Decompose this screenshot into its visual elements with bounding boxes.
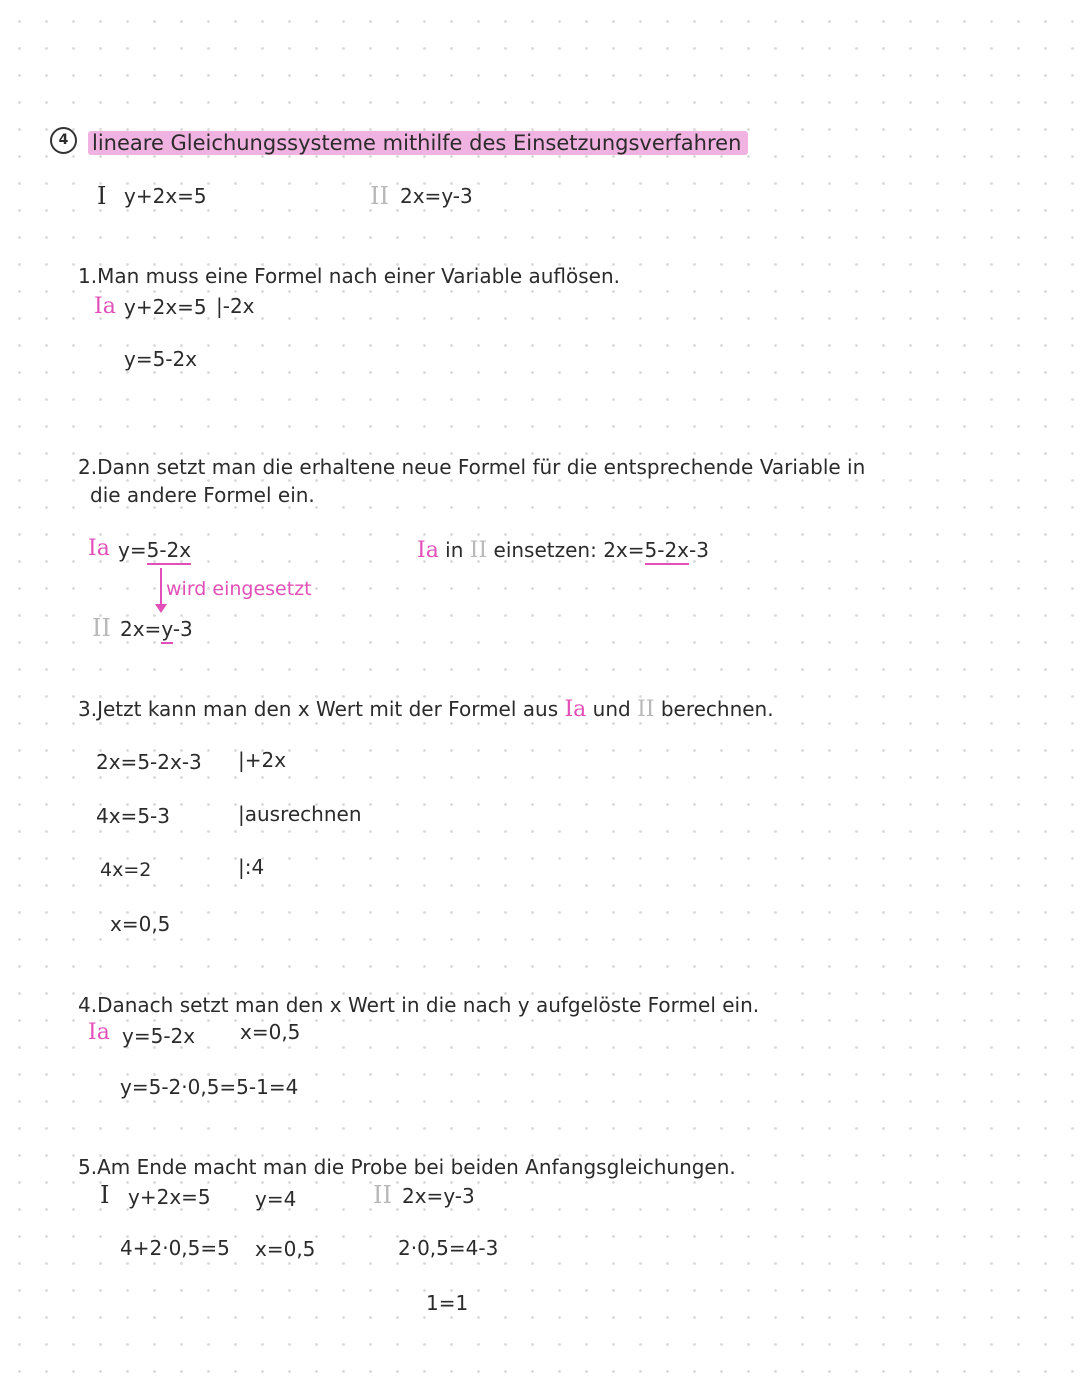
step5-final: 1=1: [426, 1291, 469, 1315]
step2-insert-value: 5-2x: [645, 538, 690, 565]
step1-label: Ia: [94, 294, 116, 319]
step5-check-ii: 2·0,5=4-3: [398, 1236, 499, 1260]
step3-row-2-operation: |ausrechnen: [238, 802, 362, 826]
step5-check-i: 4+2·0,5=5: [120, 1236, 230, 1260]
step5-x-value: x=0,5: [255, 1237, 316, 1261]
step5-label-ii: II: [373, 1181, 392, 1209]
step5-equation-ii: 2x=y-3: [402, 1184, 475, 1208]
step2-insert-label-ii: II: [469, 538, 488, 563]
step2-label-ia: Ia: [88, 536, 110, 561]
step2-equation-ia-prefix: y=: [118, 538, 147, 562]
step3-text: [78, 699, 774, 721]
step3-text-suffix: berechnen.: [660, 697, 774, 721]
step2-equation-ii-suffix: -3: [172, 617, 193, 641]
step2-equation-ii-value: y: [161, 617, 172, 644]
step3-label-ii: II: [637, 697, 655, 722]
step3-label-ia: Ia: [564, 697, 587, 722]
step2-text-line1: 2.Dann setzt man die erhaltene neue Formel für die entsprechende Variable in: [78, 455, 866, 479]
step4-x-value: x=0,5: [240, 1020, 301, 1044]
step2-equation-ii: [120, 619, 193, 639]
step1-operation: |-2x: [216, 294, 255, 318]
step1-result: y=5-2x: [124, 347, 198, 371]
substitution-note: wird eingesetzt: [166, 578, 312, 600]
step3-row-2-equation: 4x=5-3: [96, 804, 170, 828]
step2-insert-suffix: -3: [689, 538, 709, 562]
step3-text-prefix: 3.Jetzt kann man den x Wert mit der Formel aus: [78, 697, 559, 721]
step2-label-ii: II: [92, 614, 111, 642]
step1-text: 1.Man muss eine Formel nach einer Variable auflösen.: [78, 264, 621, 288]
step2-equation-ia-value: 5-2x: [147, 538, 192, 565]
step5-y-value: y=4: [255, 1187, 297, 1211]
step5-text: 5.Am Ende macht man die Probe bei beiden Anfangsgleichungen.: [78, 1155, 736, 1179]
step4-text: 4.Danach setzt man den x Wert in die nach y aufgelöste Formel ein.: [78, 993, 760, 1017]
step3-text-und: und: [592, 697, 631, 721]
step3-row-4-equation: x=0,5: [110, 912, 171, 936]
step4-label: Ia: [88, 1020, 110, 1045]
step5-equation-i: y+2x=5: [128, 1185, 211, 1209]
step3-row-1-equation: 2x=5-2x-3: [96, 750, 202, 774]
equation-label-ii: II: [370, 182, 389, 210]
step2-insert-label-ia: Ia: [417, 538, 439, 563]
page-title: lineare Gleichungssysteme mithilfe des Einsetzungsverfahren: [92, 131, 742, 155]
substitution-arrow: [160, 568, 162, 608]
equation-ii: 2x=y-3: [400, 184, 473, 208]
section-number: 4: [50, 127, 77, 154]
step2-insert-text: einsetzen: 2x=: [493, 538, 645, 562]
step3-row-3-equation: 4x=2: [100, 859, 152, 881]
step2-text-line2: die andere Formel ein.: [90, 483, 315, 507]
step4-equation: y=5-2x: [122, 1024, 196, 1048]
step2-insert-in: in: [445, 538, 464, 562]
step3-row-1-operation: |+2x: [238, 748, 287, 772]
arrow-down-icon: [155, 604, 167, 613]
step2-insert-line: [417, 540, 709, 562]
step5-label-i: I: [100, 1181, 110, 1209]
step1-equation: y+2x=5: [124, 295, 207, 319]
equation-i: y+2x=5: [124, 184, 207, 208]
step2-equation-ia: [118, 540, 191, 560]
step4-result: y=5-2·0,5=5-1=4: [120, 1075, 299, 1099]
step3-row-3-operation: |:4: [238, 855, 265, 879]
step2-equation-ii-prefix: 2x=: [120, 617, 162, 641]
equation-label-i: I: [97, 182, 107, 210]
